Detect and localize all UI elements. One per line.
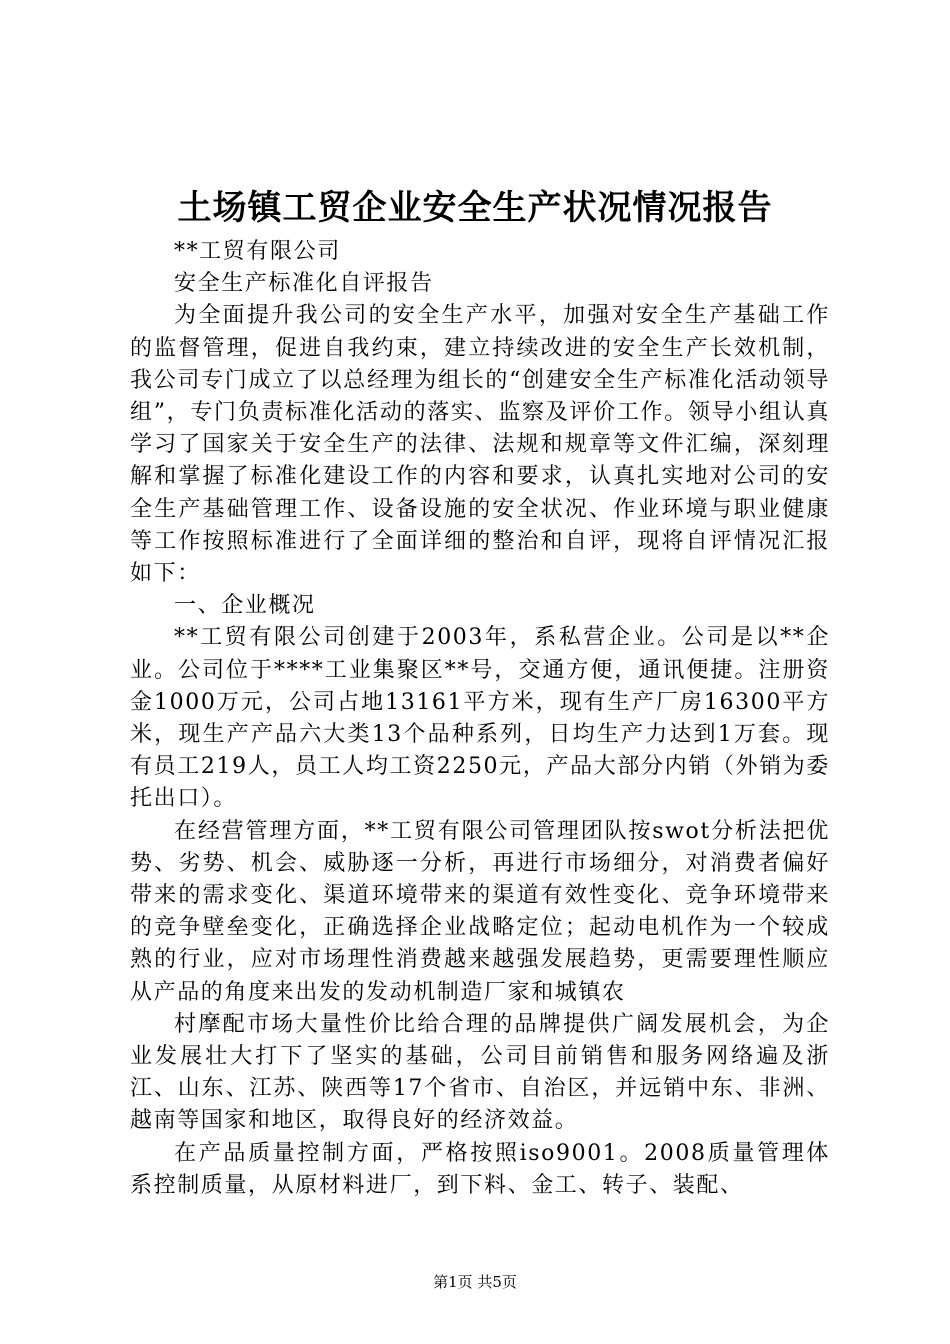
document-body xyxy=(130,236,830,1202)
report-subtitle-line: 安全生产标准化自评报告 xyxy=(174,271,434,297)
body-paragraph: 村摩配市场大量性价比给合理的品牌提供广阔发展机会，为企业发展壮大打下了坚实的基础，公司目前销售和服务网络遍及浙江、山东、江苏、陕西等17个省市、自治区，并远销中东、非洲、越南等国家和地区，取得良好的经济效益。 xyxy=(130,1011,830,1134)
body-paragraph: 在产品质量控制方面，严格按照iso9001。2008质量管理体系控制质量，从原材料进厂，到下料、金工、转子、装配、 xyxy=(130,1140,830,1198)
document-title: 土场镇工贸企业安全生产状况情况报告 xyxy=(177,188,773,228)
company-name-line: **工贸有限公司 xyxy=(174,239,341,264)
body-paragraph: **工贸有限公司创建于2003年，系私营企业。公司是以**企业。公司位于****工业集聚区**号，交通方便，通讯便捷。注册资金1000万元，公司占地13161平方米，现有生产厂房16300平方米，现生产产品六大类13个品种系列，日均生产力达到1万套。现有员工219人，员工人均工资2250元，产品大部分内销（外销为委托出口）。 xyxy=(130,625,830,812)
body-paragraph: 为全面提升我公司的安全生产水平，加强对安全生产基础工作的监督管理，促进自我约束，建立持续改进的安全生产长效机制，我公司专门成立了以总经理为组长的“创建安全生产标准化活动领导组”，专门负责标准化活动的落实、监察及评价工作。领导小组认真学习了国家关于安全生产的法律、法规和规章等文件汇编，深刻理解和掌握了标准化建设工作的内容和要求，认真扎实地对公司的安全生产基础管理工作、设备设施的安全状况、作业环境与职业健康等工作按照标准进行了全面详细的整治和自评，现将自评情况汇报如下： xyxy=(130,303,830,587)
page-number-footer: 第1页 共5页 xyxy=(433,1273,517,1291)
section-heading: 一、企业概况 xyxy=(174,593,316,619)
body-paragraph: 在经营管理方面，**工贸有限公司管理团队按swot分析法把优势、劣势、机会、威胁逐一分析，再进行市场细分，对消费者偏好带来的需求变化、渠道环境带来的渠道有效性变化、竞争环境带来的竞争壁垒变化，正确选择企业战略定位；起动电机作为一个较成熟的行业，应对市场理性消费越来越强发展趋势，更需要理性顺应从产品的角度来出发的发动机制造厂家和城镇农 xyxy=(130,818,830,1005)
